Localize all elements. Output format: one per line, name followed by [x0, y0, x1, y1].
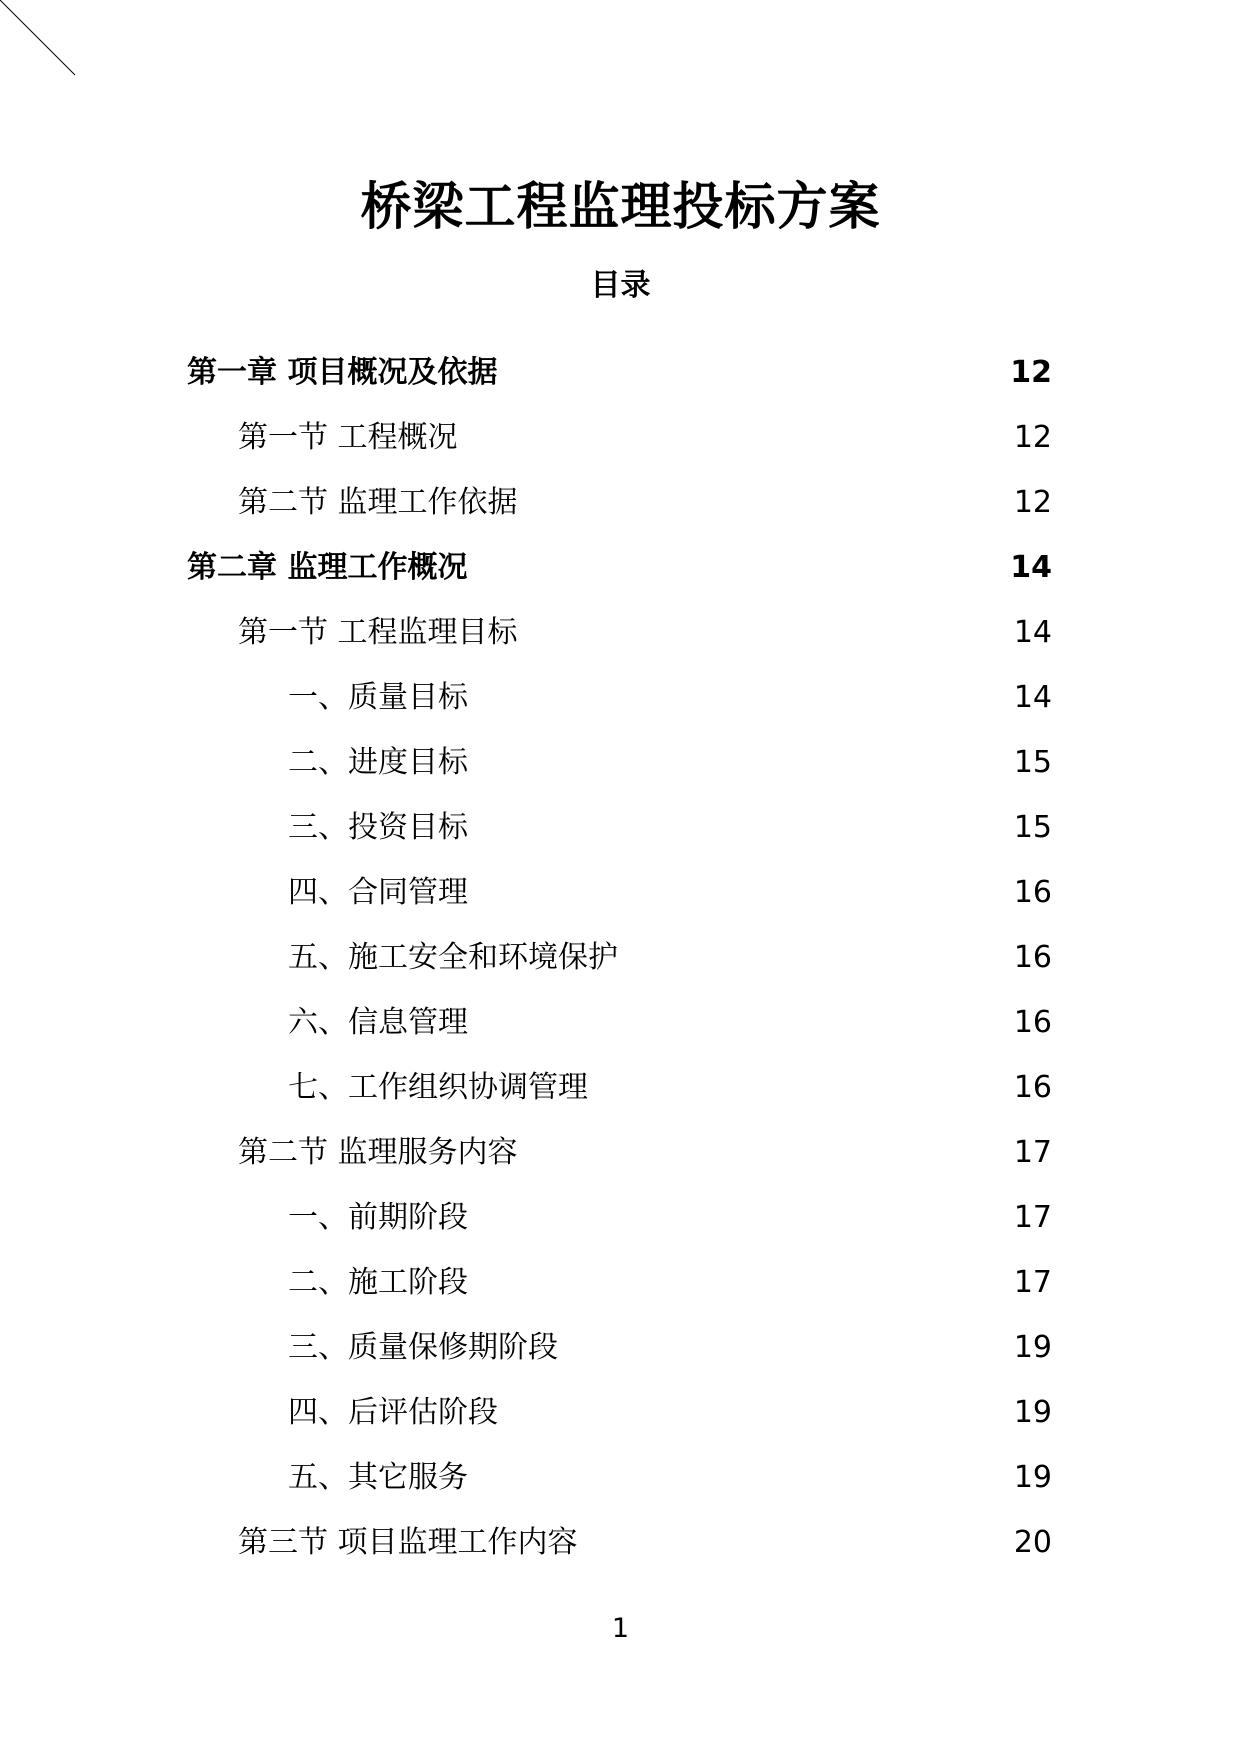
- toc-entry-title: 三、质量保修期阶段: [288, 1330, 558, 1365]
- toc-entry-page: 15: [1013, 810, 1052, 845]
- document-title: 桥梁工程监理投标方案: [360, 178, 881, 237]
- toc-entry-page: 20: [1013, 1525, 1052, 1560]
- toc-entry-title: 第一节 工程概况: [238, 420, 458, 455]
- toc-entry-page: 19: [1013, 1330, 1052, 1365]
- toc-entry[interactable]: [0, 998, 1241, 1048]
- toc-entry[interactable]: [0, 1453, 1241, 1503]
- toc-entry-page: 14: [1010, 550, 1052, 585]
- toc-entry-title: 第二节 监理服务内容: [238, 1135, 518, 1170]
- toc-entry-title: 四、合同管理: [288, 875, 468, 910]
- toc-entry[interactable]: [0, 673, 1241, 723]
- toc-entry-title: 第三节 项目监理工作内容: [238, 1525, 578, 1560]
- toc-entry-title: 四、后评估阶段: [288, 1395, 498, 1430]
- toc-entry-page: 16: [1013, 1070, 1052, 1105]
- toc-entry[interactable]: [0, 1518, 1241, 1568]
- toc-entry-page: 16: [1013, 1005, 1052, 1040]
- toc-entry-title: 第一节 工程监理目标: [238, 615, 518, 650]
- toc-entry-title: 六、信息管理: [288, 1005, 468, 1040]
- toc-entry-page: 17: [1013, 1135, 1052, 1170]
- toc-entry[interactable]: [0, 868, 1241, 918]
- page-number: 1: [611, 1613, 630, 1644]
- toc-entry-page: 16: [1013, 940, 1052, 975]
- toc-entry[interactable]: [0, 1323, 1241, 1373]
- toc-entry-page: 16: [1013, 875, 1052, 910]
- toc-entry[interactable]: [0, 478, 1241, 528]
- toc-entry-page: 19: [1013, 1395, 1052, 1430]
- toc-entry-title: 二、施工阶段: [288, 1265, 468, 1300]
- toc-entry[interactable]: [0, 1258, 1241, 1308]
- toc-entry[interactable]: [0, 1388, 1241, 1438]
- toc-entry-page: 14: [1013, 615, 1052, 650]
- toc-entry-title: 五、其它服务: [288, 1460, 468, 1495]
- toc-entry-page: 19: [1013, 1460, 1052, 1495]
- toc-entry-title: 七、工作组织协调管理: [288, 1070, 588, 1105]
- corner-crop-mark: [0, 0, 80, 80]
- toc-entry-page: 12: [1013, 485, 1052, 520]
- toc-entry[interactable]: [0, 738, 1241, 788]
- toc-entry-page: 12: [1010, 355, 1052, 390]
- toc-entry-page: 14: [1013, 680, 1052, 715]
- toc-entry[interactable]: [0, 348, 1241, 398]
- toc-entry-page: 15: [1013, 745, 1052, 780]
- toc-entry[interactable]: [0, 933, 1241, 983]
- toc-entry-title: 二、进度目标: [288, 745, 468, 780]
- toc-entry-title: 第二节 监理工作依据: [238, 485, 518, 520]
- toc-entry-title: 五、施工安全和环境保护: [288, 940, 618, 975]
- toc-entry-page: 17: [1013, 1265, 1052, 1300]
- toc-entry[interactable]: [0, 608, 1241, 658]
- toc-entry-page: 12: [1013, 420, 1052, 455]
- toc-entry-page: 17: [1013, 1200, 1052, 1235]
- toc-entry-title: 一、前期阶段: [288, 1200, 468, 1235]
- toc-entry[interactable]: [0, 803, 1241, 853]
- toc-entry-title: 第二章 监理工作概况: [187, 550, 468, 585]
- toc-entry-title: 一、质量目标: [288, 680, 468, 715]
- toc-entry-title: 第一章 项目概况及依据: [187, 355, 498, 390]
- toc-entry[interactable]: [0, 413, 1241, 463]
- toc-entry-title: 三、投资目标: [288, 810, 468, 845]
- toc-entry[interactable]: [0, 1063, 1241, 1113]
- toc-entry[interactable]: [0, 1193, 1241, 1243]
- toc-entry[interactable]: [0, 543, 1241, 593]
- toc-heading: 目录: [590, 268, 651, 303]
- toc-entry[interactable]: [0, 1128, 1241, 1178]
